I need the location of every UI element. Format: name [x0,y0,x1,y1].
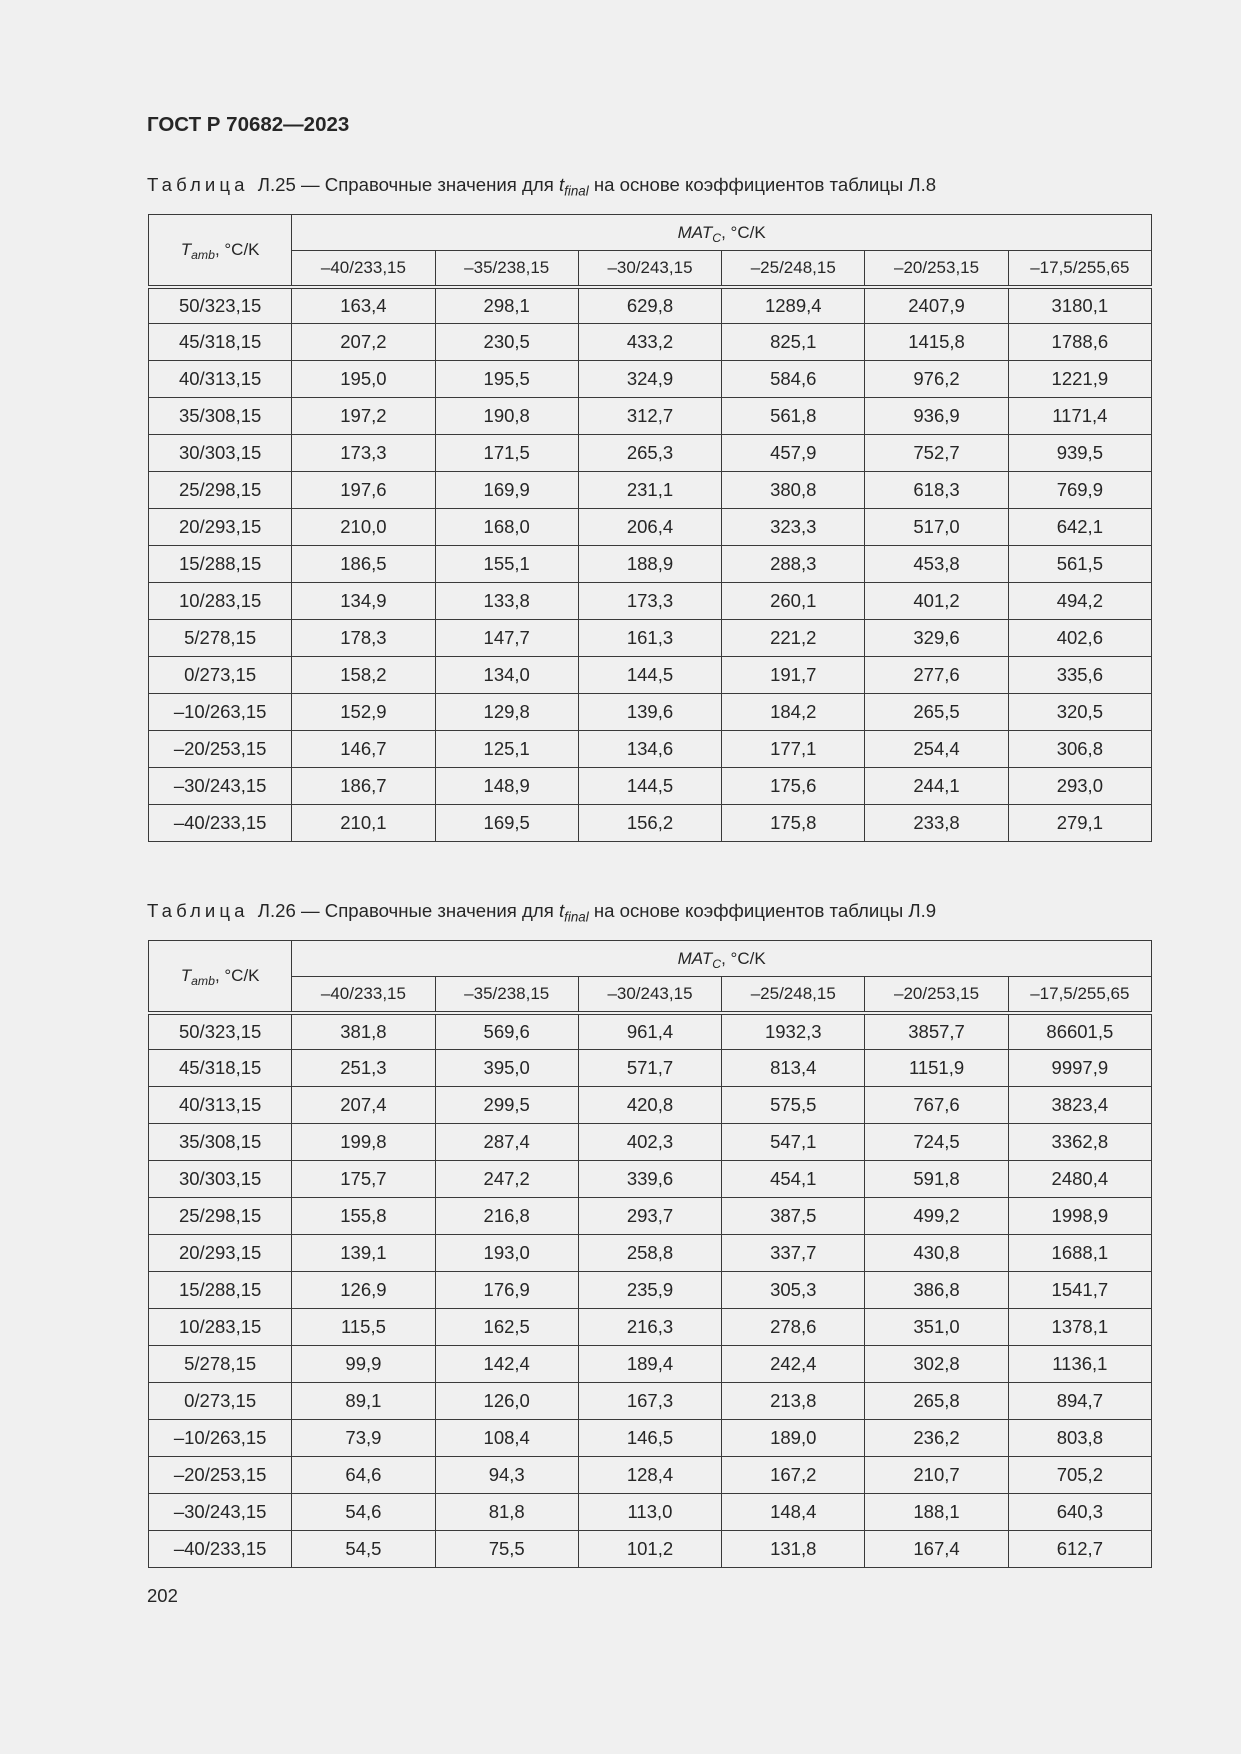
value-cell: 177,1 [722,731,865,768]
row-label-cell: 50/323,15 [149,1013,292,1050]
value-cell: 517,0 [865,509,1008,546]
column-header: –17,5/255,65 [1008,977,1151,1013]
value-cell: 3362,8 [1008,1124,1151,1161]
table-caption-text: — Справочные значения для [301,174,554,195]
table-caption [147,899,936,923]
value-cell: 3180,1 [1008,287,1151,324]
value-cell: 197,6 [292,472,435,509]
table-caption [147,173,936,197]
value-cell: 197,2 [292,398,435,435]
table-row [149,1161,1152,1198]
table-row [149,1383,1152,1420]
value-cell: 961,4 [578,1013,721,1050]
row-label-cell: –10/263,15 [149,694,292,731]
value-cell: 210,7 [865,1457,1008,1494]
column-header-row [149,977,1152,1013]
value-cell: 230,5 [435,324,578,361]
value-cell: 199,8 [292,1124,435,1161]
row-label-cell: 45/318,15 [149,324,292,361]
table-l26 [148,940,1152,1568]
value-cell: 387,5 [722,1198,865,1235]
value-cell: 167,4 [865,1531,1008,1568]
value-cell: 1289,4 [722,287,865,324]
row-label-cell: 10/283,15 [149,583,292,620]
table-caption-number: Л.26 [257,900,296,921]
table-l25 [148,214,1152,842]
value-cell: 767,6 [865,1087,1008,1124]
value-cell: 724,5 [865,1124,1008,1161]
value-cell: 152,9 [292,694,435,731]
table-caption-text: — Справочные значения для [301,900,554,921]
value-cell: 381,8 [292,1013,435,1050]
value-cell: 210,1 [292,805,435,842]
value-cell: 155,1 [435,546,578,583]
value-cell: 221,2 [722,620,865,657]
value-cell: 803,8 [1008,1420,1151,1457]
value-cell: 134,6 [578,731,721,768]
column-header: –20/253,15 [865,251,1008,287]
table-caption-symbol-subscript: final [564,183,589,199]
table-caption-label: Таблица [147,174,249,195]
value-cell: 113,0 [578,1494,721,1531]
value-cell: 265,5 [865,694,1008,731]
row-header-subscript: amb [191,247,215,262]
value-cell: 247,2 [435,1161,578,1198]
value-cell: 453,8 [865,546,1008,583]
value-cell: 2480,4 [1008,1161,1151,1198]
value-cell: 128,4 [578,1457,721,1494]
value-cell: 169,9 [435,472,578,509]
value-cell: 402,3 [578,1124,721,1161]
row-label-cell: 10/283,15 [149,1309,292,1346]
table-row [149,546,1152,583]
value-cell: 401,2 [865,583,1008,620]
value-cell: 126,0 [435,1383,578,1420]
value-cell: 175,6 [722,768,865,805]
row-header-symbol: T [180,965,192,985]
value-cell: 433,2 [578,324,721,361]
value-cell: 75,5 [435,1531,578,1568]
row-label-cell: 20/293,15 [149,509,292,546]
table-header-row [149,941,1152,977]
row-label-cell: 5/278,15 [149,1346,292,1383]
table-caption-symbol: t [558,174,565,195]
value-cell: 324,9 [578,361,721,398]
value-cell: 278,6 [722,1309,865,1346]
value-cell: 454,1 [722,1161,865,1198]
value-cell: 173,3 [292,435,435,472]
value-cell: 148,4 [722,1494,865,1531]
column-header: –30/243,15 [578,251,721,287]
value-cell: 190,8 [435,398,578,435]
row-label-cell: –20/253,15 [149,1457,292,1494]
value-cell: 206,4 [578,509,721,546]
value-cell: 1998,9 [1008,1198,1151,1235]
value-cell: 265,8 [865,1383,1008,1420]
row-label-cell: 20/293,15 [149,1235,292,1272]
value-cell: 175,7 [292,1161,435,1198]
value-cell: 175,8 [722,805,865,842]
table-row [149,324,1152,361]
value-cell: 618,3 [865,472,1008,509]
value-cell: 184,2 [722,694,865,731]
value-cell: 1136,1 [1008,1346,1151,1383]
table-row [149,1050,1152,1087]
value-cell: 825,1 [722,324,865,361]
row-label-cell: 40/313,15 [149,1087,292,1124]
value-cell: 1151,9 [865,1050,1008,1087]
value-cell: 186,7 [292,768,435,805]
row-label-cell: –40/233,15 [149,805,292,842]
row-label-cell: 15/288,15 [149,546,292,583]
value-cell: 420,8 [578,1087,721,1124]
value-cell: 430,8 [865,1235,1008,1272]
table-caption-symbol-subscript: final [564,909,589,925]
row-label-cell: –20/253,15 [149,731,292,768]
value-cell: 156,2 [578,805,721,842]
table-caption-symbol: t [558,900,565,921]
value-cell: 288,3 [722,546,865,583]
value-cell: 126,9 [292,1272,435,1309]
value-cell: 976,2 [865,361,1008,398]
value-cell: 629,8 [578,287,721,324]
value-cell: 380,8 [722,472,865,509]
table-caption-text-end: на основе коэффициентов таблицы Л.9 [593,900,937,921]
value-cell: 591,8 [865,1161,1008,1198]
value-cell: 64,6 [292,1457,435,1494]
value-cell: 1932,3 [722,1013,865,1050]
value-cell: 320,5 [1008,694,1151,731]
value-cell: 1171,4 [1008,398,1151,435]
row-label-cell: 5/278,15 [149,620,292,657]
value-cell: 402,6 [1008,620,1151,657]
value-cell: 2407,9 [865,287,1008,324]
value-cell: 1541,7 [1008,1272,1151,1309]
value-cell: 193,0 [435,1235,578,1272]
value-cell: 265,3 [578,435,721,472]
row-label-cell: 15/288,15 [149,1272,292,1309]
value-cell: 244,1 [865,768,1008,805]
value-cell: 189,4 [578,1346,721,1383]
value-cell: 306,8 [1008,731,1151,768]
value-cell: 752,7 [865,435,1008,472]
value-cell: 1221,9 [1008,361,1151,398]
value-cell: 195,0 [292,361,435,398]
value-cell: 287,4 [435,1124,578,1161]
row-header-symbol: T [180,239,192,259]
value-cell: 147,7 [435,620,578,657]
value-cell: 569,6 [435,1013,578,1050]
value-cell: 129,8 [435,694,578,731]
value-cell: 1688,1 [1008,1235,1151,1272]
value-cell: 144,5 [578,657,721,694]
value-cell: 235,9 [578,1272,721,1309]
value-cell: 571,7 [578,1050,721,1087]
value-cell: 86601,5 [1008,1013,1151,1050]
column-group-symbol: MAT [677,948,713,968]
table-row [149,287,1152,324]
value-cell: 323,3 [722,509,865,546]
value-cell: 386,8 [865,1272,1008,1309]
value-cell: 94,3 [435,1457,578,1494]
table-row [149,620,1152,657]
value-cell: 547,1 [722,1124,865,1161]
row-header-cell [149,215,292,287]
row-header-cell [149,941,292,1013]
table-row [149,398,1152,435]
value-cell: 312,7 [578,398,721,435]
value-cell: 125,1 [435,731,578,768]
value-cell: 188,9 [578,546,721,583]
value-cell: 108,4 [435,1420,578,1457]
value-cell: 561,8 [722,398,865,435]
value-cell: 251,3 [292,1050,435,1087]
value-cell: 499,2 [865,1198,1008,1235]
value-cell: 54,5 [292,1531,435,1568]
row-label-cell: 0/273,15 [149,1383,292,1420]
row-label-cell: 25/298,15 [149,1198,292,1235]
column-header: –30/243,15 [578,977,721,1013]
value-cell: 89,1 [292,1383,435,1420]
value-cell: 54,6 [292,1494,435,1531]
table-row [149,1013,1152,1050]
table-row [149,694,1152,731]
value-cell: 1415,8 [865,324,1008,361]
column-group-header-cell [292,215,1152,251]
value-cell: 213,8 [722,1383,865,1420]
value-cell: 142,4 [435,1346,578,1383]
value-cell: 1788,6 [1008,324,1151,361]
value-cell: 115,5 [292,1309,435,1346]
value-cell: 163,4 [292,287,435,324]
row-label-cell: 50/323,15 [149,287,292,324]
value-cell: 162,5 [435,1309,578,1346]
table-row [149,657,1152,694]
value-cell: 173,3 [578,583,721,620]
table-row [149,805,1152,842]
value-cell: 3857,7 [865,1013,1008,1050]
row-label-cell: 30/303,15 [149,1161,292,1198]
value-cell: 299,5 [435,1087,578,1124]
column-group-symbol: MAT [677,222,713,242]
value-cell: 155,8 [292,1198,435,1235]
row-label-cell: –40/233,15 [149,1531,292,1568]
table-row [149,1272,1152,1309]
value-cell: 584,6 [722,361,865,398]
value-cell: 3823,4 [1008,1087,1151,1124]
table-caption-text-end: на основе коэффициентов таблицы Л.8 [593,174,937,195]
value-cell: 894,7 [1008,1383,1151,1420]
column-header: –35/238,15 [435,251,578,287]
table-caption-number: Л.25 [257,174,296,195]
value-cell: 813,4 [722,1050,865,1087]
value-cell: 171,5 [435,435,578,472]
row-label-cell: 25/298,15 [149,472,292,509]
table-row [149,1087,1152,1124]
table-body [149,287,1152,842]
value-cell: 329,6 [865,620,1008,657]
value-cell: 302,8 [865,1346,1008,1383]
table-row [149,1235,1152,1272]
table-row [149,1531,1152,1568]
row-label-cell: –10/263,15 [149,1420,292,1457]
value-cell: 139,1 [292,1235,435,1272]
value-cell: 216,8 [435,1198,578,1235]
value-cell: 101,2 [578,1531,721,1568]
value-cell: 81,8 [435,1494,578,1531]
column-group-header-cell [292,941,1152,977]
table-row [149,1346,1152,1383]
table-row [149,435,1152,472]
column-group-unit: , °C/K [721,948,766,968]
value-cell: 351,0 [865,1309,1008,1346]
row-label-cell: 45/318,15 [149,1050,292,1087]
value-cell: 148,9 [435,768,578,805]
table-body [149,1013,1152,1568]
page-number: 202 [147,1585,178,1606]
value-cell: 146,5 [578,1420,721,1457]
table-row [149,731,1152,768]
column-group-subscript: C [712,956,722,971]
value-cell: 769,9 [1008,472,1151,509]
row-header-unit: , °C/K [214,965,260,985]
value-cell: 231,1 [578,472,721,509]
column-header: –40/233,15 [292,251,435,287]
table-row [149,361,1152,398]
column-group-unit: , °C/K [721,222,766,242]
table-row [149,1124,1152,1161]
value-cell: 305,3 [722,1272,865,1309]
row-label-cell: 40/313,15 [149,361,292,398]
column-header-row [149,251,1152,287]
table-row [149,1457,1152,1494]
column-header: –25/248,15 [722,251,865,287]
table-caption-label: Таблица [147,900,249,921]
value-cell: 99,9 [292,1346,435,1383]
row-label-cell: –30/243,15 [149,768,292,805]
value-cell: 337,7 [722,1235,865,1272]
row-label-cell: 0/273,15 [149,657,292,694]
value-cell: 139,6 [578,694,721,731]
value-cell: 188,1 [865,1494,1008,1531]
table-row [149,1494,1152,1531]
value-cell: 73,9 [292,1420,435,1457]
value-cell: 936,9 [865,398,1008,435]
value-cell: 494,2 [1008,583,1151,620]
value-cell: 146,7 [292,731,435,768]
value-cell: 277,6 [865,657,1008,694]
value-cell: 254,4 [865,731,1008,768]
value-cell: 457,9 [722,435,865,472]
value-cell: 293,0 [1008,768,1151,805]
table-row [149,509,1152,546]
value-cell: 207,4 [292,1087,435,1124]
value-cell: 133,8 [435,583,578,620]
value-cell: 167,3 [578,1383,721,1420]
value-cell: 186,5 [292,546,435,583]
table-row [149,583,1152,620]
value-cell: 161,3 [578,620,721,657]
value-cell: 195,5 [435,361,578,398]
row-label-cell: –30/243,15 [149,1494,292,1531]
table-row [149,472,1152,509]
value-cell: 210,0 [292,509,435,546]
value-cell: 134,9 [292,583,435,620]
column-header: –25/248,15 [722,977,865,1013]
row-label-cell: 35/308,15 [149,1124,292,1161]
value-cell: 339,6 [578,1161,721,1198]
column-header: –35/238,15 [435,977,578,1013]
value-cell: 298,1 [435,287,578,324]
column-header: –40/233,15 [292,977,435,1013]
column-group-subscript: C [712,230,722,245]
value-cell: 612,7 [1008,1531,1151,1568]
value-cell: 258,8 [578,1235,721,1272]
value-cell: 575,5 [722,1087,865,1124]
value-cell: 191,7 [722,657,865,694]
value-cell: 561,5 [1008,546,1151,583]
value-cell: 335,6 [1008,657,1151,694]
value-cell: 144,5 [578,768,721,805]
value-cell: 642,1 [1008,509,1151,546]
value-cell: 1378,1 [1008,1309,1151,1346]
value-cell: 236,2 [865,1420,1008,1457]
row-header-subscript: amb [191,973,215,988]
value-cell: 233,8 [865,805,1008,842]
value-cell: 242,4 [722,1346,865,1383]
value-cell: 178,3 [292,620,435,657]
value-cell: 640,3 [1008,1494,1151,1531]
row-label-cell: 35/308,15 [149,398,292,435]
value-cell: 9997,9 [1008,1050,1151,1087]
column-header: –17,5/255,65 [1008,251,1151,287]
value-cell: 167,2 [722,1457,865,1494]
document-title: ГОСТ Р 70682—2023 [147,113,350,136]
value-cell: 260,1 [722,583,865,620]
row-header-unit: , °C/K [214,239,260,259]
value-cell: 158,2 [292,657,435,694]
value-cell: 134,0 [435,657,578,694]
value-cell: 939,5 [1008,435,1151,472]
table-row [149,768,1152,805]
value-cell: 189,0 [722,1420,865,1457]
table-row [149,1309,1152,1346]
table-header-row [149,215,1152,251]
value-cell: 168,0 [435,509,578,546]
value-cell: 176,9 [435,1272,578,1309]
value-cell: 216,3 [578,1309,721,1346]
row-label-cell: 30/303,15 [149,435,292,472]
value-cell: 169,5 [435,805,578,842]
table-row [149,1420,1152,1457]
value-cell: 279,1 [1008,805,1151,842]
value-cell: 131,8 [722,1531,865,1568]
value-cell: 705,2 [1008,1457,1151,1494]
table-row [149,1198,1152,1235]
value-cell: 207,2 [292,324,435,361]
column-header: –20/253,15 [865,977,1008,1013]
value-cell: 395,0 [435,1050,578,1087]
value-cell: 293,7 [578,1198,721,1235]
